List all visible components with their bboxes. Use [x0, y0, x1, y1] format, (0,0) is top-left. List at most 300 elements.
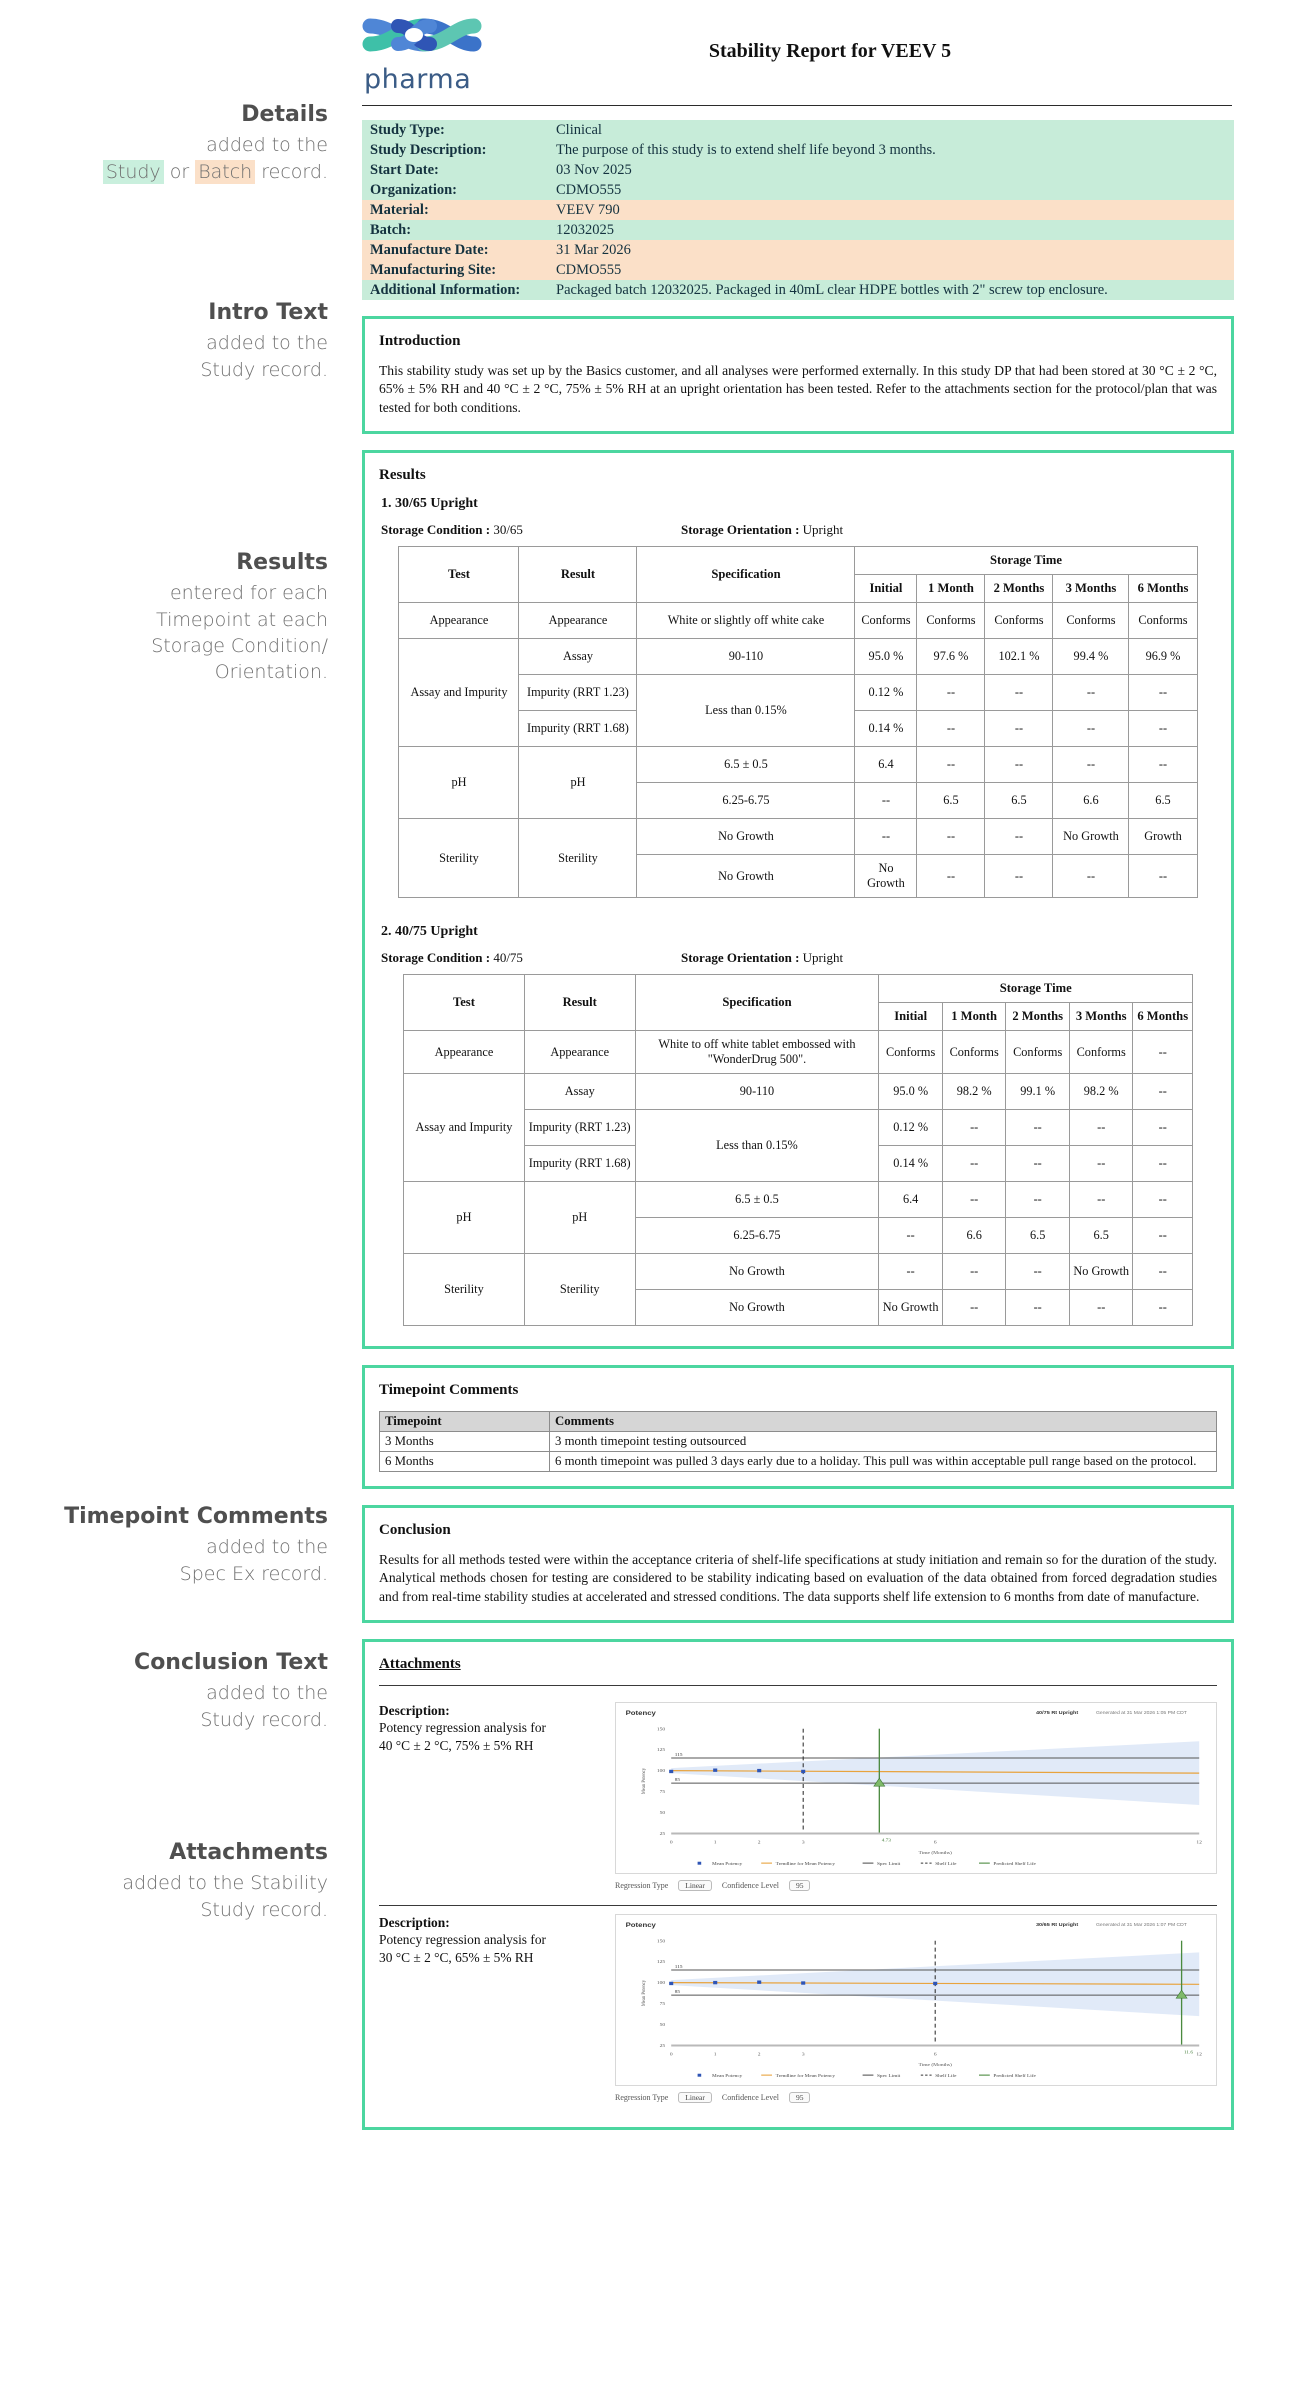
details-value: 03 Nov 2025 [548, 160, 1234, 180]
svg-text:Potency: Potency [625, 1921, 656, 1929]
regression-type-label: Regression Type [615, 1881, 669, 1891]
svg-text:6: 6 [933, 1839, 937, 1846]
attachments-heading: Attachments [379, 1656, 461, 1673]
result-name: Sterility [524, 1254, 635, 1326]
result-value: -- [985, 747, 1053, 783]
result-specification: 90-110 [635, 1074, 879, 1110]
storage-condition-label: Storage Condition : [381, 522, 491, 538]
details-row [362, 180, 1234, 200]
result-test: Assay and Impurity [404, 1074, 525, 1182]
result-value: 6.6 [942, 1218, 1006, 1254]
result-value: Conforms [985, 603, 1053, 639]
report-header [340, 0, 1230, 95]
timepoint-cell: 6 Months [380, 1452, 550, 1472]
attachments-section [362, 1639, 1234, 2130]
result-specification: White to off white tablet embossed with "WonderDrug 500". [635, 1031, 879, 1074]
chart-controls [615, 1880, 1217, 1891]
result-value: -- [1133, 1182, 1193, 1218]
details-row [362, 120, 1234, 140]
result-value: 99.4 % [1053, 639, 1129, 675]
conclusion-body: Results for all methods tested were within the acceptance criteria of shelf-life specifications at study initiation and remain so for the duration of the study. Analytical methods chosen for testing are considered to be stability indicating based on evaluation of the data obtained from forced degradation studies and from real-time stability studies at accelerated and stressed conditions. The data supports shelf life extension to 6 months from date of manufacture. [379, 1552, 1217, 1604]
annotation-details [10, 100, 328, 185]
result-value: -- [1053, 855, 1129, 898]
result-value: -- [917, 747, 985, 783]
result-value: -- [1053, 711, 1129, 747]
result-value: -- [1129, 675, 1197, 711]
details-value: CDMO555 [548, 180, 1234, 200]
result-value: -- [942, 1182, 1006, 1218]
attachment-description-line1: Potency regression analysis for [379, 1720, 546, 1736]
brand-logo [340, 14, 490, 95]
potency-regression-chart [616, 1703, 1216, 1873]
result-value: 0.12 % [855, 675, 917, 711]
result-value: 0.14 % [855, 711, 917, 747]
result-value: -- [917, 711, 985, 747]
svg-text:115: 115 [674, 1965, 683, 1970]
result-value: -- [879, 1254, 943, 1290]
result-value: Growth [1129, 819, 1197, 855]
details-key: Manufacture Date: [362, 240, 548, 260]
col-storage-time: Storage Time [879, 975, 1193, 1003]
svg-text:Spec Limit: Spec Limit [877, 2074, 901, 2079]
result-specification: Less than 0.15% [635, 1110, 879, 1182]
result-specification: 6.25-6.75 [637, 783, 855, 819]
timepoint-comments-section [362, 1365, 1234, 1489]
col-timepoint: 2 Months [985, 575, 1053, 603]
svg-text:40/75 Rt Upright: 40/75 Rt Upright [1036, 1710, 1079, 1716]
annotation-conclusion-line2: added to the [206, 1682, 328, 1705]
svg-text:Potency: Potency [625, 1709, 656, 1717]
table-header-row [380, 1412, 1217, 1432]
result-value: -- [985, 819, 1053, 855]
result-value: -- [942, 1290, 1006, 1326]
result-specification: Less than 0.15% [637, 675, 855, 747]
table-row [380, 1452, 1217, 1472]
attachment-description-label: Description: [379, 1703, 450, 1719]
annotation-timepoint-comments [10, 1502, 328, 1587]
annotation-results-heading: Results [236, 550, 328, 575]
col-storage-time: Storage Time [855, 547, 1197, 575]
result-value: 6.4 [855, 747, 917, 783]
result-name: Appearance [519, 603, 637, 639]
svg-text:Predicted Shelf Life: Predicted Shelf Life [993, 2074, 1036, 2079]
svg-text:Mean Potency: Mean Potency [640, 1980, 647, 2007]
chart-container [615, 1702, 1217, 1874]
result-test: Appearance [399, 603, 519, 639]
result-specification: No Growth [635, 1290, 879, 1326]
result-value: No Growth [879, 1290, 943, 1326]
result-value: -- [1053, 675, 1129, 711]
attachment-description-label: Description: [379, 1915, 450, 1931]
svg-text:50: 50 [659, 2022, 666, 2028]
details-row [362, 260, 1234, 280]
result-name: pH [519, 747, 637, 819]
result-value: -- [917, 819, 985, 855]
attachment-divider [379, 1905, 1217, 1906]
details-key: Start Date: [362, 160, 548, 180]
result-value: 98.2 % [1069, 1074, 1133, 1110]
annotation-conclusion-line3: Study record. [200, 1708, 328, 1731]
confidence-level-label: Confidence Level [721, 1881, 779, 1891]
result-value: Conforms [1069, 1031, 1133, 1074]
timepoint-comments-table [379, 1411, 1217, 1472]
col-test: Test [404, 975, 525, 1031]
svg-text:Generated at 31 Mar 2026 1:05: Generated at 31 Mar 2026 1:05 PM CDT [1096, 1710, 1187, 1715]
result-specification: No Growth [637, 819, 855, 855]
table-row [399, 747, 1197, 783]
svg-text:50: 50 [659, 1810, 666, 1816]
result-value: -- [1069, 1290, 1133, 1326]
result-specification: No Growth [635, 1254, 879, 1290]
result-value: 6.5 [1129, 783, 1197, 819]
details-key: Batch: [362, 220, 548, 240]
col-timepoint: Initial [879, 1003, 943, 1031]
result-value: -- [942, 1110, 1006, 1146]
storage-orientation-label: Storage Orientation : [681, 522, 800, 538]
result-value: -- [1006, 1182, 1070, 1218]
result-value: -- [1069, 1146, 1133, 1182]
attachments-divider [379, 1685, 1217, 1686]
timepoint-comments-heading: Timepoint Comments [379, 1382, 519, 1399]
result-value: 6.6 [1053, 783, 1129, 819]
annotation-details-line2: added to the [206, 134, 328, 157]
result-value: 98.2 % [942, 1074, 1006, 1110]
result-value: No Growth [1069, 1254, 1133, 1290]
col-specification: Specification [637, 547, 855, 603]
details-row [362, 200, 1234, 220]
conclusion-section [362, 1505, 1234, 1623]
storage-condition [381, 950, 681, 966]
details-value: VEEV 790 [548, 200, 1234, 220]
chart-container [615, 1914, 1217, 2086]
svg-text:11.6: 11.6 [1184, 2050, 1194, 2056]
col-timepoint: 6 Months [1133, 1003, 1193, 1031]
table-row [404, 1254, 1193, 1290]
result-block [379, 924, 1217, 1326]
result-block [379, 496, 1217, 898]
result-value: 102.1 % [985, 639, 1053, 675]
result-value: 95.0 % [855, 639, 917, 675]
annotation-intro-line3: Study record. [200, 358, 328, 381]
result-name: pH [524, 1182, 635, 1254]
confidence-level-label: Confidence Level [721, 2093, 779, 2103]
annotation-tpc-line2: added to the [206, 1536, 328, 1559]
svg-text:Time (Months): Time (Months) [918, 2062, 952, 2069]
table-row [404, 1074, 1193, 1110]
result-subheading: 1. 30/65 Upright [381, 496, 478, 512]
annotation-intro-heading: Intro Text [208, 300, 328, 325]
col-timepoint: 2 Months [1006, 1003, 1070, 1031]
svg-text:125: 125 [656, 1747, 666, 1754]
timepoint-cell: 3 Months [380, 1432, 550, 1452]
result-test: Sterility [404, 1254, 525, 1326]
storage-condition-value: 40/75 [493, 950, 523, 966]
result-specification: No Growth [637, 855, 855, 898]
attachment-description-line2: 40 °C ± 2 °C, 75% ± 5% RH [379, 1737, 534, 1753]
svg-text:75: 75 [659, 1789, 666, 1796]
details-row [362, 240, 1234, 260]
introduction-body: This stability study was set up by the Basics customer, and all analyses were performed externally. In this study DP that had been stored at 30 °C ± 2 °C, 65% ± 5% RH and 40 °C ± 2 °C, 75% ± 5% RH at an upright orientation has been tested. Refer to the attachments section for the protocol/plan that was tested for both conditions. [379, 363, 1217, 415]
col-timepoint: Initial [855, 575, 917, 603]
table-row [399, 639, 1197, 675]
result-name: Assay [519, 639, 637, 675]
svg-text:Mean Potency: Mean Potency [712, 1862, 743, 1867]
result-name: Sterility [519, 819, 637, 898]
potency-regression-chart [616, 1915, 1216, 2085]
storage-condition-label: Storage Condition : [381, 950, 491, 966]
svg-text:0: 0 [669, 1839, 673, 1846]
result-value: -- [855, 819, 917, 855]
result-specification: 6.5 ± 0.5 [637, 747, 855, 783]
svg-text:100: 100 [656, 1980, 666, 1987]
result-value: -- [1129, 711, 1197, 747]
result-value: -- [985, 675, 1053, 711]
result-value: -- [1133, 1074, 1193, 1110]
table-header-row [404, 975, 1193, 1003]
details-key: Material: [362, 200, 548, 220]
storage-condition [381, 522, 681, 538]
confidence-level-input[interactable]: 95 [789, 1880, 811, 1891]
storage-orientation-value: Upright [802, 522, 844, 538]
table-row [399, 603, 1197, 639]
result-test: Appearance [404, 1031, 525, 1074]
annotation-gutter [0, 0, 340, 2130]
result-value: -- [985, 711, 1053, 747]
confidence-level-input[interactable]: 95 [789, 2092, 811, 2103]
results-table [403, 974, 1193, 1326]
svg-text:Mean Potency: Mean Potency [640, 1768, 647, 1795]
result-value: 95.0 % [879, 1074, 943, 1110]
svg-text:3: 3 [801, 1839, 805, 1846]
details-key: Additional Information: [362, 280, 548, 300]
table-row [399, 819, 1197, 855]
page-title: Stability Report for VEEV 5 [708, 40, 952, 62]
result-value: -- [1006, 1254, 1070, 1290]
result-value: -- [1069, 1110, 1133, 1146]
brand-wordmark: pharma [364, 64, 472, 95]
annotation-results-line2: entered for each [169, 582, 328, 605]
result-name: Appearance [524, 1031, 635, 1074]
result-value: -- [1133, 1031, 1193, 1074]
chart-controls [615, 2092, 1217, 2103]
result-value: -- [1133, 1110, 1193, 1146]
attachment-chart-wrapper [609, 1914, 1217, 2103]
svg-text:12: 12 [1196, 1839, 1202, 1846]
details-row [362, 280, 1234, 300]
annotation-chip-batch: Batch [195, 160, 255, 184]
attachment-description-line1: Potency regression analysis for [379, 1932, 546, 1948]
svg-text:25: 25 [659, 2043, 666, 2049]
result-value: -- [1006, 1290, 1070, 1326]
results-table [398, 546, 1197, 898]
introduction-section [362, 316, 1234, 434]
result-value: -- [1069, 1182, 1133, 1218]
result-value: -- [1133, 1146, 1193, 1182]
svg-text:2: 2 [757, 1839, 761, 1846]
result-value: No Growth [1053, 819, 1129, 855]
details-row [362, 220, 1234, 240]
document-body [340, 0, 1300, 2130]
result-value: 6.4 [879, 1182, 943, 1218]
annotation-tpc-heading: Timepoint Comments [64, 1504, 328, 1529]
col-timepoint: 1 Month [917, 575, 985, 603]
result-value: Conforms [1006, 1031, 1070, 1074]
storage-condition-value: 30/65 [493, 522, 523, 538]
pharma-logo-icon [362, 14, 482, 66]
result-name: Assay [524, 1074, 635, 1110]
svg-text:6: 6 [933, 2051, 937, 2058]
annotation-results-line4: Storage Condition/ [151, 634, 328, 657]
details-value: Clinical [548, 120, 1234, 140]
result-value: -- [1053, 747, 1129, 783]
result-value: -- [1006, 1146, 1070, 1182]
annotation-results [10, 548, 328, 685]
svg-text:85: 85 [674, 1990, 681, 1996]
result-value: Conforms [855, 603, 917, 639]
storage-meta [381, 950, 1217, 966]
comment-cell: 6 month timepoint was pulled 3 days early due to a holiday. This pull was within acceptable pull range based on the protocol. [550, 1452, 1217, 1472]
result-value: 96.9 % [1129, 639, 1197, 675]
annotation-attachments-line2: added to the Stability [122, 1872, 328, 1895]
col-timepoint: 6 Months [1129, 575, 1197, 603]
annotation-attachments-heading: Attachments [169, 1840, 328, 1865]
result-value: 99.1 % [1006, 1074, 1070, 1110]
result-name: Impurity (RRT 1.23) [524, 1110, 635, 1146]
result-specification: 6.5 ± 0.5 [635, 1182, 879, 1218]
annotation-intro-line2: added to the [206, 332, 328, 355]
svg-text:30/65 Rt Upright: 30/65 Rt Upright [1036, 1922, 1079, 1928]
result-specification: White or slightly off white cake [637, 603, 855, 639]
col-timepoint: 1 Month [942, 1003, 1006, 1031]
svg-text:Shelf Life: Shelf Life [935, 1862, 957, 1867]
details-row [362, 160, 1234, 180]
result-value: -- [1129, 855, 1197, 898]
svg-text:Trendline for Mean Potency: Trendline for Mean Potency [775, 2074, 835, 2079]
result-value: -- [942, 1146, 1006, 1182]
table-row [404, 1182, 1193, 1218]
result-name: Impurity (RRT 1.68) [524, 1146, 635, 1182]
attachment-description [379, 1702, 609, 1891]
svg-text:75: 75 [659, 2001, 666, 2008]
svg-text:85: 85 [674, 1778, 681, 1784]
svg-text:3: 3 [801, 2051, 805, 2058]
result-value: 0.12 % [879, 1110, 943, 1146]
results-section [362, 450, 1234, 1349]
annotation-details-post: record. [255, 160, 328, 183]
storage-meta [381, 522, 1217, 538]
annotation-attachments [10, 1838, 328, 1923]
regression-type-select[interactable]: Linear [678, 2092, 712, 2103]
result-value: -- [942, 1254, 1006, 1290]
attachment-item [379, 1702, 1217, 1891]
details-key: Study Description: [362, 140, 548, 160]
result-value: Conforms [1129, 603, 1197, 639]
svg-text:Time (Months): Time (Months) [918, 1850, 952, 1857]
result-value: Conforms [1053, 603, 1129, 639]
result-value: 0.14 % [879, 1146, 943, 1182]
annotation-chip-study: Study [103, 160, 164, 184]
col-comments: Comments [550, 1412, 1217, 1432]
result-value: -- [1129, 747, 1197, 783]
regression-type-select[interactable]: Linear [678, 1880, 712, 1891]
table-header-row [399, 547, 1197, 575]
result-value: -- [1133, 1290, 1193, 1326]
annotation-tpc-line3: Spec Ex record. [179, 1562, 328, 1585]
col-result: Result [524, 975, 635, 1031]
storage-orientation [681, 950, 1217, 966]
col-specification: Specification [635, 975, 879, 1031]
details-value: 12032025 [548, 220, 1234, 240]
result-value: -- [1006, 1110, 1070, 1146]
svg-text:100: 100 [656, 1768, 666, 1775]
annotation-results-line3: Timepoint at each [156, 608, 328, 631]
result-value: -- [879, 1218, 943, 1254]
col-timepoint: Timepoint [380, 1412, 550, 1432]
result-value: -- [917, 855, 985, 898]
details-value: Packaged batch 12032025. Packaged in 40mL clear HDPE bottles with 2" screw top enclosure. [548, 280, 1234, 300]
result-value: No Growth [855, 855, 917, 898]
details-key: Organization: [362, 180, 548, 200]
result-value: -- [855, 783, 917, 819]
attachment-description-line2: 30 °C ± 2 °C, 65% ± 5% RH [379, 1949, 534, 1965]
result-name: Impurity (RRT 1.23) [519, 675, 637, 711]
svg-text:Mean Potency: Mean Potency [712, 2074, 743, 2079]
introduction-heading: Introduction [379, 333, 461, 349]
result-value: Conforms [879, 1031, 943, 1074]
col-timepoint: 3 Months [1069, 1003, 1133, 1031]
svg-text:Predicted Shelf Life: Predicted Shelf Life [993, 1862, 1036, 1867]
table-row [380, 1432, 1217, 1452]
result-value: Conforms [942, 1031, 1006, 1074]
attachment-chart-wrapper [609, 1702, 1217, 1891]
svg-text:4.73: 4.73 [881, 1838, 891, 1844]
details-value: 31 Mar 2026 [548, 240, 1234, 260]
table-row [399, 675, 1197, 711]
svg-text:150: 150 [656, 1938, 666, 1945]
results-heading: Results [379, 467, 426, 484]
storage-orientation [681, 522, 1217, 538]
details-row [362, 140, 1234, 160]
storage-orientation-value: Upright [802, 950, 844, 966]
result-specification: 90-110 [637, 639, 855, 675]
result-value: 6.5 [1069, 1218, 1133, 1254]
comment-cell: 3 month timepoint testing outsourced [550, 1432, 1217, 1452]
details-table [362, 120, 1234, 300]
annotation-intro [10, 298, 328, 383]
details-value: The purpose of this study is to extend shelf life beyond 3 months. [548, 140, 1234, 160]
details-key: Manufacturing Site: [362, 260, 548, 280]
details-key: Study Type: [362, 120, 548, 140]
attachment-description [379, 1914, 609, 2103]
svg-text:2: 2 [757, 2051, 761, 2058]
header-divider [362, 105, 1232, 106]
storage-orientation-label: Storage Orientation : [681, 950, 800, 966]
svg-text:12: 12 [1196, 2051, 1202, 2058]
result-test: pH [399, 747, 519, 819]
annotation-conclusion-heading: Conclusion Text [134, 1650, 328, 1675]
result-specification: 6.25-6.75 [635, 1218, 879, 1254]
svg-text:150: 150 [656, 1726, 666, 1733]
details-value: CDMO555 [548, 260, 1234, 280]
col-timepoint: 3 Months [1053, 575, 1129, 603]
svg-text:125: 125 [656, 1959, 666, 1966]
annotation-results-line5: Orientation. [214, 661, 328, 684]
result-value: 97.6 % [917, 639, 985, 675]
result-value: 6.5 [985, 783, 1053, 819]
svg-text:Trendline for Mean Potency: Trendline for Mean Potency [775, 1862, 835, 1867]
annotation-details-mid: or [163, 160, 196, 183]
result-value: Conforms [917, 603, 985, 639]
